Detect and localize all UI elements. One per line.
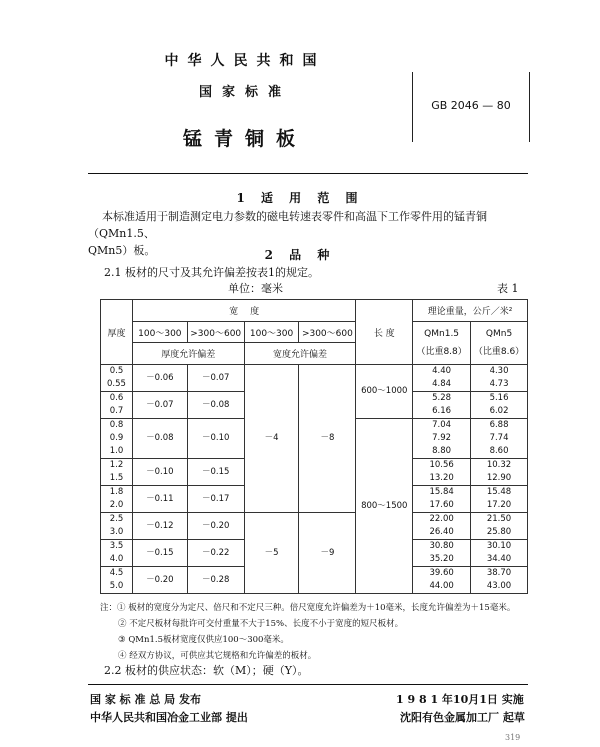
weight-qmn15-cell: 22.00 26.40: [413, 513, 471, 540]
note-4: ④ 经双方协议，可供应其它规格和允许偏差的板材。: [118, 651, 317, 661]
header-width-tolerance: 宽度允许偏差: [244, 343, 356, 365]
unit-label: 单位：毫米: [228, 282, 283, 295]
width-tol-a1: －4: [244, 365, 299, 513]
weight-qmn5-cell: 4.30 4.73: [471, 365, 528, 392]
header-divider: [88, 173, 528, 174]
note-1: 注：① 板材的宽度分为定尺、倍尺和不定尺三种。倍尺宽度允许偏差为＋10毫米，长度允许偏差为＋15毫米。: [100, 603, 516, 613]
thickness-tol-cell: －0.07: [187, 365, 244, 392]
thickness-tol-cell: －0.17: [187, 486, 244, 513]
header-qmn15-name: QMn1.5: [424, 329, 460, 339]
header-range: 100～300: [244, 322, 299, 343]
thickness-tol-cell: －0.07: [132, 392, 187, 419]
header-qmn5-name: QMn5: [485, 329, 513, 339]
header-length: 长 度: [356, 300, 413, 365]
weight-qmn15-cell: 7.04 7.92 8.80: [413, 419, 471, 459]
table-notes: [100, 600, 540, 664]
section-2-1-text: 2.1 板材的尺寸及其允许偏差按表1的规定。: [104, 266, 319, 279]
header-qmn15: [413, 322, 471, 365]
section-2-2-text: 2.2 板材的供应状态：软（M）；硬（Y）。: [104, 664, 309, 677]
footer-divider: [88, 684, 528, 685]
thickness-tol-cell: －0.12: [132, 513, 187, 540]
thickness-cell: 1.8 2.0: [101, 486, 133, 513]
table-label: 表 1: [497, 282, 519, 295]
header-range: 100～300: [132, 322, 187, 343]
header-width-2: 度: [244, 300, 356, 322]
weight-qmn15-cell: 30.80 35.20: [413, 540, 471, 567]
standard-code-box: [412, 72, 530, 142]
thickness-cell: 4.5 5.0: [101, 567, 133, 594]
thickness-cell: 0.6 0.7: [101, 392, 133, 419]
weight-qmn5-cell: 38.70 43.00: [471, 567, 528, 594]
width-tol-b2: －9: [299, 513, 356, 594]
thickness-tol-cell: －0.28: [187, 567, 244, 594]
page-number: 319: [505, 733, 521, 742]
length-b: 800～1500: [356, 419, 413, 594]
weight-qmn15-cell: 15.84 17.60: [413, 486, 471, 513]
thickness-cell: 0.8 0.9 1.0: [101, 419, 133, 459]
footer-publisher: 国 家 标 准 总 局 发布: [90, 693, 201, 706]
issuer-line: 中华人民共和国: [164, 53, 326, 69]
weight-qmn15-cell: 10.56 13.20: [413, 459, 471, 486]
page-title: 锰青铜板: [182, 128, 307, 150]
thickness-tol-cell: －0.10: [187, 419, 244, 459]
weight-qmn5-cell: 21.50 25.80: [471, 513, 528, 540]
header-thickness-tolerance: 厚度允许偏差: [132, 343, 244, 365]
section-1-line-2: QMn5）板。: [88, 244, 156, 257]
weight-qmn5-cell: 30.10 34.40: [471, 540, 528, 567]
note-2: ② 不定尺板材每批许可交付重量不大于15%、长度不小于宽度的短尺板材。: [118, 619, 404, 629]
width-tol-b1: －5: [244, 513, 299, 594]
thickness-tol-cell: －0.15: [132, 540, 187, 567]
thickness-tol-cell: －0.20: [187, 513, 244, 540]
weight-qmn5-cell: 10.32 12.90: [471, 459, 528, 486]
thickness-tol-cell: －0.20: [132, 567, 187, 594]
section-1-title: 1 适 用 范 围: [236, 191, 364, 205]
weight-qmn15-cell: 39.60 44.00: [413, 567, 471, 594]
header-thickness: 厚度: [101, 300, 133, 365]
header-range: >300～600: [187, 322, 244, 343]
footer-proposer: 中华人民共和国冶金工业部 提出: [90, 711, 248, 724]
section-2-title: 2 品 种: [264, 248, 336, 262]
spec-table: [100, 299, 528, 594]
header-width: 宽: [132, 300, 244, 322]
length-a: 600～1000: [356, 365, 413, 419]
header-qmn15-density: （比重8.8）: [416, 347, 467, 357]
footer-drafter: 沈阳有色金属加工厂 起草: [400, 711, 525, 724]
thickness-cell: 1.2 1.5: [101, 459, 133, 486]
weight-qmn15-cell: 5.28 6.16: [413, 392, 471, 419]
thickness-cell: 0.5 0.55: [101, 365, 133, 392]
standard-type-line: 国家标准: [198, 85, 291, 100]
header-theory-weight: 理论重量，公斤／米²: [413, 300, 528, 322]
weight-qmn5-cell: 5.16 6.02: [471, 392, 528, 419]
thickness-tol-cell: －0.06: [132, 365, 187, 392]
width-tol-a2: －8: [299, 365, 356, 513]
thickness-tol-cell: －0.15: [187, 459, 244, 486]
weight-qmn5-cell: 6.88 7.74 8.60: [471, 419, 528, 459]
thickness-tol-cell: －0.08: [132, 419, 187, 459]
weight-qmn5-cell: 15.48 17.20: [471, 486, 528, 513]
standard-code: GB 2046 — 80: [431, 99, 511, 112]
thickness-cell: 3.5 4.0: [101, 540, 133, 567]
thickness-tol-cell: －0.10: [132, 459, 187, 486]
note-3: ③ QMn1.5板材宽度仅供应100～300毫米。: [118, 635, 289, 645]
weight-qmn15-cell: 4.40 4.84: [413, 365, 471, 392]
section-1-line-1: 本标准适用于制造测定电力参数的磁电转速表零件和高温下工作零件用的锰青铜（QMn1.5、: [88, 210, 487, 240]
thickness-cell: 2.5 3.0: [101, 513, 133, 540]
header-qmn5-density: （比重8.6）: [473, 347, 525, 357]
thickness-tol-cell: －0.11: [132, 486, 187, 513]
footer-effective-date: 1 9 8 1 年10月1日 实施: [396, 693, 524, 706]
header-range: >300～600: [299, 322, 356, 343]
thickness-tol-cell: －0.08: [187, 392, 244, 419]
header-qmn5: [471, 322, 528, 365]
thickness-tol-cell: －0.22: [187, 540, 244, 567]
